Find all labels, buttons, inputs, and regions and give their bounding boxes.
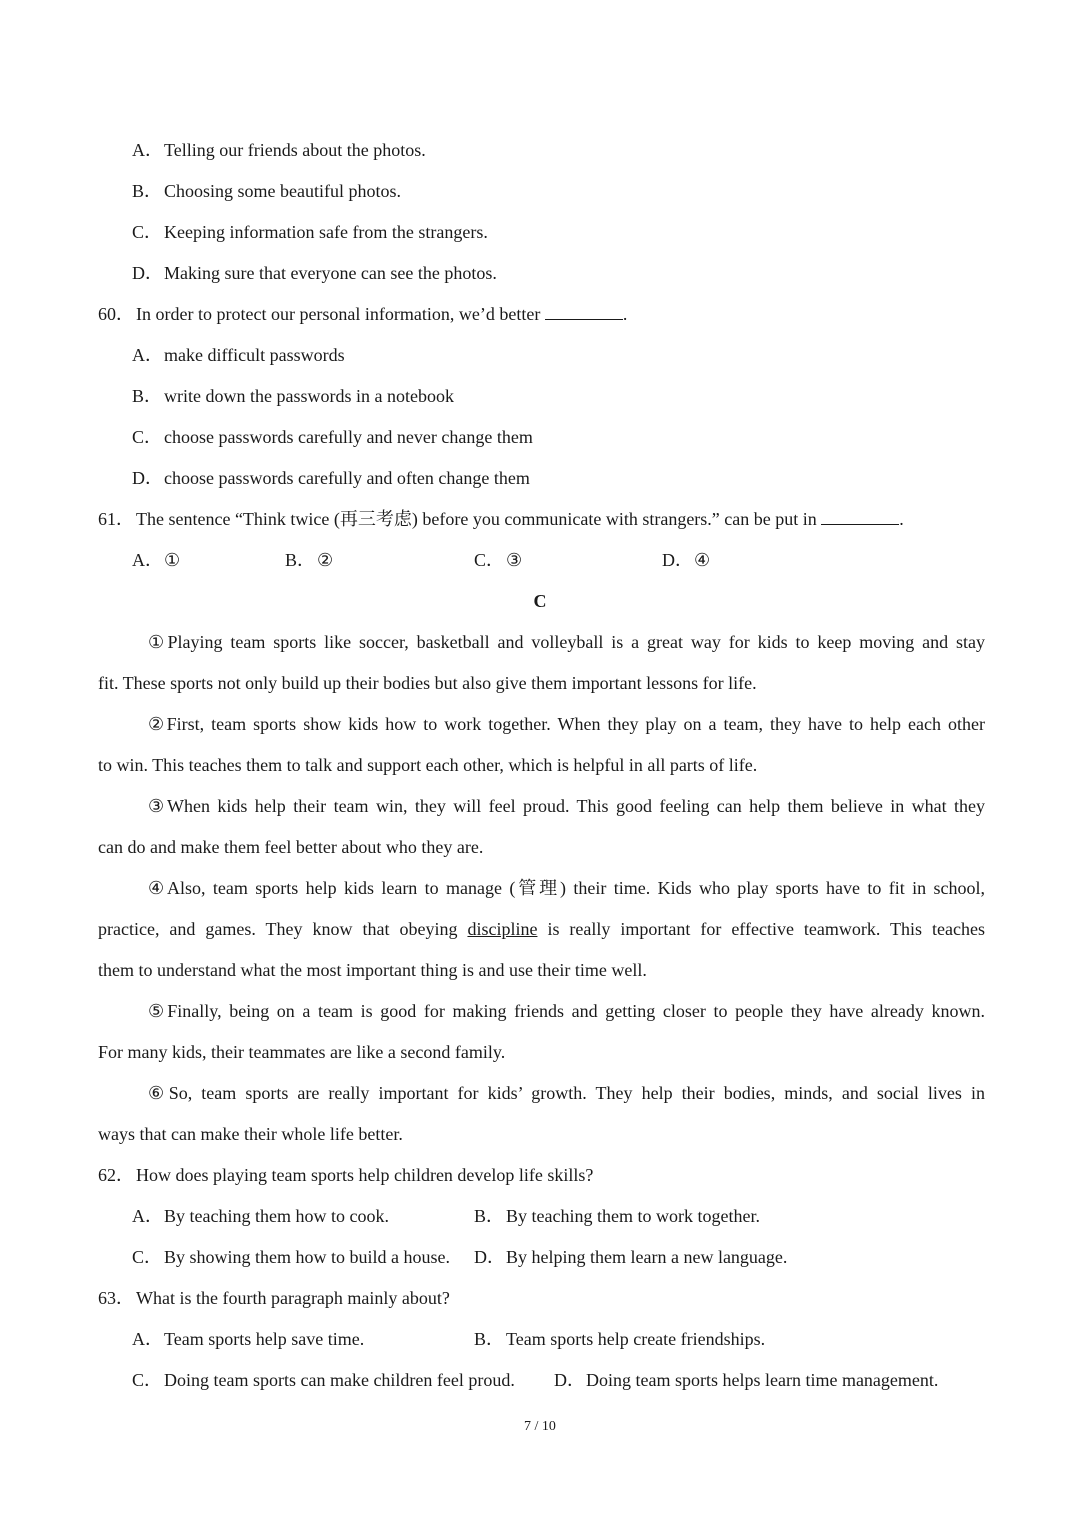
answer-blank [821,509,899,525]
paragraph-5-line-1: ⑤Finally, being on a team is good for making friends and getting closer to people they have already known. [148,1001,985,1021]
passage-heading: C [533,591,547,611]
answer-blank [545,304,623,320]
q59-option-d: D．Making sure that everyone can see the photos. [132,263,497,283]
q60-stem: 60． In order to protect our personal information, we’d better . [98,304,628,324]
underlined-word: discipline [467,919,538,939]
q63-option-b: B． Team sports help create friendships. [474,1329,766,1349]
paragraph-4-line-1: ④Also, team sports help kids learn to manage (管理) their time. Kids who play sports have to fit in school, [148,878,985,898]
paragraph-1-line-2: fit. These sports not only build up their bodies but also give them important lessons for life. [98,673,757,693]
q61-option-c: C． ③ [474,550,523,570]
paragraph-6-line-1: ⑥So, team sports are really important for kids’ growth. They help their bodies, minds, and social lives in [148,1083,985,1103]
paragraph-6-line-2: ways that can make their whole life better. [98,1124,403,1144]
paragraph-2-line-2: to win. This teaches them to talk and support each other, which is helpful in all parts of life. [98,755,758,775]
page-number: 7 / 10 [524,1419,556,1434]
q60-option-a: A．make difficult passwords [132,345,345,365]
q63-option-c: C． Doing team sports can make children feel proud. [132,1370,515,1390]
q62-option-a: A．By teaching them how to cook. [132,1206,389,1226]
paragraph-1-line-1: ①Playing team sports like soccer, basketball and volleyball is a great way for kids to keep moving and stay [148,632,985,652]
q61-stem: 61． The sentence “Think twice (再三考虑) before you communicate with strangers.” can be put in . [98,509,904,529]
paragraph-5-line-2: For many kids, their teammates are like a second family. [98,1042,506,1062]
q60-option-c: C． choose passwords carefully and never change them [132,427,533,447]
q62-stem: 62． How does playing team sports help children develop life skills? [98,1165,594,1185]
q62-option-b: B． By teaching them to work together. [474,1206,760,1226]
paragraph-3-line-2: can do and make them feel better about who they are. [98,837,484,857]
q61-option-d: D．④ [662,550,711,570]
paragraph-2-line-1: ②First, team sports show kids how to work together. When they play on a team, they have to help each other [148,714,985,734]
q59-option-b: B． Choosing some beautiful photos. [132,181,401,201]
q62-option-d: D．By helping them learn a new language. [474,1247,788,1267]
q62-option-c: C． By showing them how to build a house. [132,1247,450,1267]
q60-option-d: D．choose passwords carefully and often change them [132,468,530,488]
q63-option-a: A．Team sports help save time. [132,1329,365,1349]
q61-option-b: B． ② [285,550,334,570]
q59-option-c: C． Keeping information safe from the strangers. [132,222,488,242]
q61-option-a: A．① [132,550,181,570]
q63-stem: 63． What is the fourth paragraph mainly about? [98,1288,450,1308]
paragraph-4-line-2: practice, and games. They know that obeying discipline is really important for effective teamwork. This teaches [98,919,985,939]
q63-option-d: D．Doing team sports helps learn time management. [554,1370,939,1390]
q60-option-b: B． write down the passwords in a notebook [132,386,454,406]
paragraph-4-line-3: them to understand what the most important thing is and use their time well. [98,960,647,980]
q59-option-a: A．Telling our friends about the photos. [132,140,426,160]
paragraph-3-line-1: ③When kids help their team win, they will feel proud. This good feeling can help them believe in what they [148,796,985,816]
